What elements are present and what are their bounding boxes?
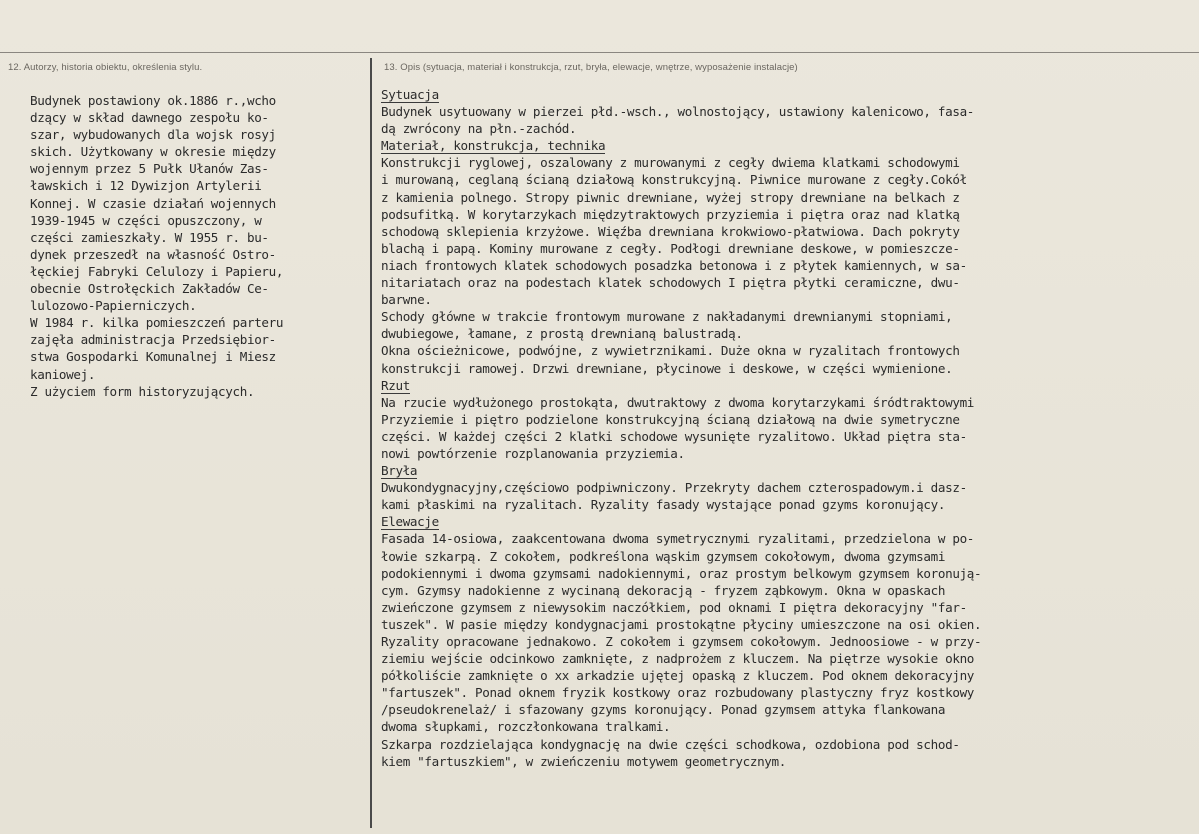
- section-line: Na rzucie wydłużonego prostokąta, dwutraktowy z dwoma korytarzykami śródtraktowymi: [381, 394, 975, 410]
- history-line: Budynek postawiony ok.1886 r.,wcho: [30, 93, 276, 108]
- section-line: niach frontowych klatek schodowych posadzka betonowa i z płytek kamiennych, w sa-: [381, 257, 967, 273]
- history-line: dynek przeszedł na własność Ostro-: [30, 246, 276, 262]
- history-line: Z użyciem form historyzujących.: [30, 383, 255, 399]
- section-line: Fasada 14-osiowa, zaakcentowana dwoma symetrycznymi ryzalitami, przedzielona w po-: [381, 531, 975, 547]
- section-line: Szkarpa rozdzielająca kondygnację na dwie części schodkowa, ozdobiona pod schod-: [381, 736, 960, 752]
- section-heading-text: Materiał, konstrukcja, technika: [381, 138, 606, 154]
- section-line: z kamienia polnego. Stropy piwnic drewniane, wyżej stropy drewniane na belkach z: [381, 189, 960, 205]
- section-heading: [381, 462, 1196, 479]
- section-line: i murowaną, ceglaną ścianą działową konstrukcyjną. Piwnice murowane z cegły.Cokół: [381, 172, 967, 188]
- history-text: [30, 92, 370, 400]
- section-line: dwubiegowe, łamane, z prostą drewnianą balustradą.: [381, 326, 743, 342]
- history-line: kaniowej.: [30, 366, 96, 382]
- history-line: W 1984 r. kilka pomieszczeń parteru: [30, 315, 284, 331]
- section-line: podokiennymi i dwoma gzymsami nadokiennymi, oraz prostym belkowym gzymsem koronują-: [381, 565, 982, 581]
- section-line: Dwukondygnacyjny,częściowo podpiwniczony. Przekryty dachem czterospadowym.i dasz-: [381, 480, 967, 496]
- history-line: części zamieszkały. W 1955 r. bu-: [30, 229, 269, 245]
- section-heading-text: Elewacje: [381, 514, 439, 530]
- section-heading: [381, 377, 1196, 394]
- section-line: łowie szkarpą. Z cokołem, podkreślona wąskim gzymsem cokołowym, dwoma gzymsami: [381, 548, 946, 564]
- history-line: skich. Użytkowany w okresie między: [30, 144, 276, 160]
- section-line: Przyziemie i piętro podzielone konstrukcyjną ścianą działową na dwie symetryczne: [381, 411, 960, 427]
- header-divider-line: [0, 52, 1199, 53]
- section-line: /pseudokrenelaż/ i sfazowany gzyms koronujący. Ponad gzymsem attyka flankowana: [381, 702, 946, 718]
- section-line: Konstrukcji ryglowej, oszalowany z murowanymi z cegły dwiema klatkami schodowymi: [381, 155, 960, 171]
- section-line: ziemiu wejście odcinkowo zamknięte, z nadprożem z kluczem. Na piętrze wysokie okno: [381, 651, 975, 667]
- section-heading-text: Bryła: [381, 463, 418, 479]
- section-line: części. W każdej części 2 klatki schodowe wysunięte ryzalitowo. Układ piętra sta-: [381, 428, 967, 444]
- section-line: nowi powtórzenie rozplanowania przyziemia.: [381, 445, 685, 461]
- history-line: Konnej. W czasie działań wojennych: [30, 195, 276, 211]
- section-line: dą zwrócony na płn.-zachód.: [381, 121, 577, 137]
- section-heading: [381, 86, 1196, 103]
- history-line: łęckiej Fabryki Celulozy i Papieru,: [30, 263, 284, 279]
- left-column-header: 12. Autorzy, historia obiektu, określenia stylu.: [8, 62, 203, 73]
- section-line: Schody główne w trakcie frontowym murowane z nakładanymi drewnianymi stopniami,: [381, 309, 953, 325]
- history-line: wojennym przez 5 Pułk Ułanów Zas-: [30, 161, 269, 177]
- description-text: [381, 86, 1196, 770]
- section-heading: [381, 513, 1196, 530]
- section-heading-text: Sytuacja: [381, 87, 439, 102]
- section-line: Budynek usytuowany w pierzei płd.-wsch., wolnostojący, ustawiony kalenicowo, fasa-: [381, 104, 975, 120]
- section-heading: [381, 137, 1196, 154]
- section-line: "fartuszek". Ponad oknem fryzik kostkowy oraz rozbudowany plastyczny fryz kostkowy: [381, 685, 975, 701]
- section-line: Okna ościeżnicowe, podwójne, z wywietrznikami. Duże okna w ryzalitach frontowych: [381, 343, 960, 359]
- history-line: lulozowo-Papierniczych.: [30, 298, 197, 314]
- section-line: podsufitką. W korytarzykach międzytraktowych przyziemia i piętra oraz nad klatką: [381, 206, 960, 222]
- section-line: zwieńczone gzymsem z niewysokim naczółkiem, pod oknami I piętra dekoracyjny "far-: [381, 599, 967, 615]
- section-line: kami płaskimi na ryzalitach. Ryzality fasady wystające ponad gzyms koronujący.: [381, 497, 946, 513]
- section-line: dwoma słupkami, rozczłonkowana tralkami.: [381, 719, 671, 735]
- history-line: dzący w skład dawnego zespołu ko-: [30, 110, 269, 126]
- section-line: barwne.: [381, 292, 432, 308]
- section-line: nitariatach oraz na podestach klatek schodowych I piętra płytki ceramiczne, dwu-: [381, 275, 960, 291]
- history-line: obecnie Ostrołęckich Zakładów Ce-: [30, 281, 269, 297]
- history-line: stwa Gospodarki Komunalnej i Miesz: [30, 349, 276, 365]
- section-line: kiem "fartuszkiem", w zwieńczeniu motywem geometrycznym.: [381, 753, 786, 769]
- history-line: zajęła administracja Przedsiębior-: [30, 332, 276, 348]
- section-line: cym. Gzymsy nadokienne z wycinaną dekoracją - fryzem ząbkowym. Okna w opaskach: [381, 582, 946, 598]
- column-divider-line: [370, 58, 372, 828]
- section-line: tuszek". W pasie między kondygnacjami prostokątne płyciny umieszczone na osi okien.: [381, 616, 982, 632]
- section-heading-text: Rzut: [381, 377, 410, 393]
- section-line: schodową sklepienia krzyżowe. Więźba drewniana krokwiowo-płatwiowa. Dach pokryty: [381, 223, 960, 239]
- section-line: konstrukcji ramowej. Drzwi drewniane, płycinowe i deskowe, w części wymienione.: [381, 360, 953, 376]
- section-line: blachą i papą. Kominy murowane z cegły. Podłogi drewniane deskowe, w pomieszcze-: [381, 240, 960, 256]
- history-line: 1939-1945 w części opuszczony, w: [30, 212, 262, 228]
- right-column-header: 13. Opis (sytuacja, materiał i konstrukcja, rzut, bryła, elewacje, wnętrze, wyposażenie instalacje): [384, 62, 798, 73]
- section-line: Ryzality opracowane jednakowo. Z cokołem i gzymsem cokołowym. Jednoosiowe - w przy-: [381, 634, 982, 649]
- history-line: ławskich i 12 Dywizjon Artylerii: [30, 178, 262, 194]
- history-line: szar, wybudowanych dla wojsk rosyj: [30, 127, 276, 143]
- section-line: półkoliście zamknięte o xx arkadzie ujętej opaską z kluczem. Pod oknem dekoracyjny: [381, 668, 975, 684]
